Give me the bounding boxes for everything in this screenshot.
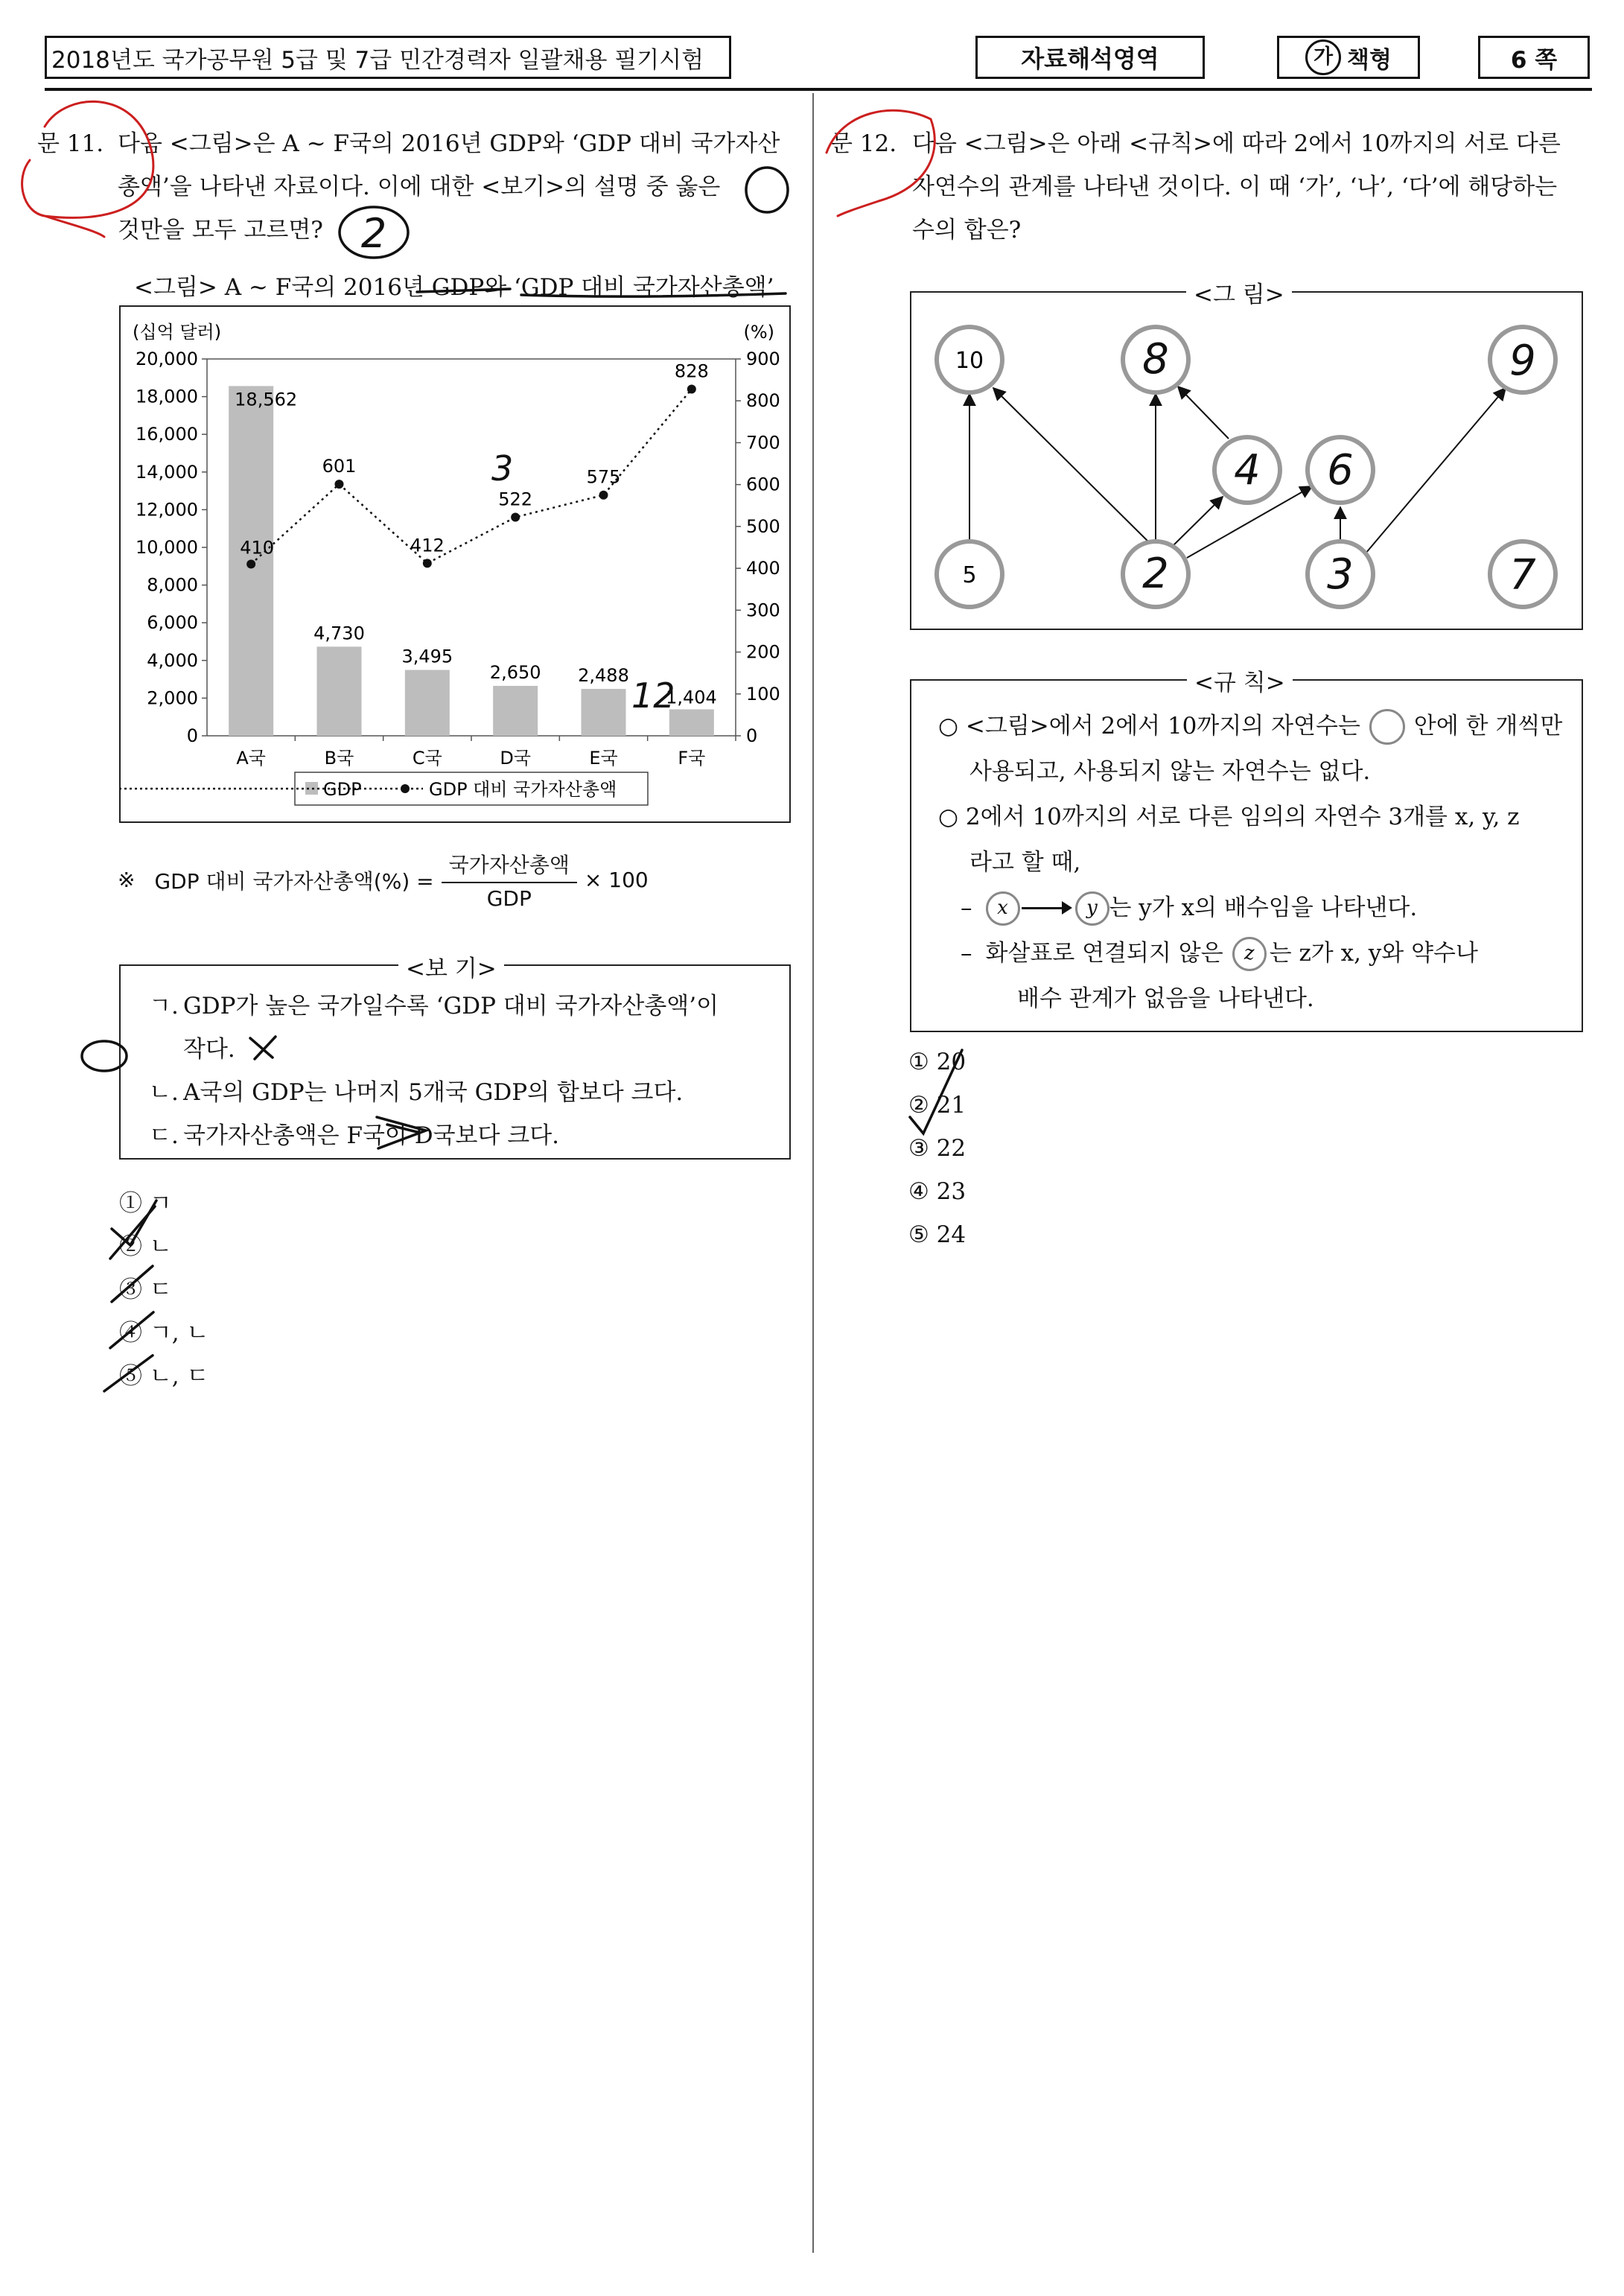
left-tick-label: 20,000	[136, 349, 198, 369]
q12-graph	[910, 291, 1583, 630]
bogi-2-mark: ㄴ.	[149, 1079, 179, 1106]
exam-title-box	[45, 36, 731, 79]
gdp-bar-label: 2,488	[578, 665, 629, 687]
bogi-1-mark: ㄱ.	[149, 993, 179, 1020]
node-10-label: 10	[955, 348, 984, 374]
handwritten-answer: 2	[360, 210, 387, 257]
sub2-dash: –	[961, 940, 972, 967]
ratio-point	[246, 559, 255, 568]
sub1-arrow	[1022, 907, 1069, 909]
sub2-text: 는 z가 x, y와 약수나	[1269, 940, 1478, 967]
q12-figure-title: <그 림>	[1186, 276, 1292, 309]
left-tick-label: 6,000	[147, 612, 198, 634]
left-axis-unit: (십억 달러)	[133, 322, 222, 343]
formula-multiplier: × 100	[584, 868, 649, 892]
left-tick-label: 0	[186, 725, 198, 746]
right-tick-label: 900	[746, 349, 780, 369]
ratio-point	[423, 559, 432, 567]
x-tick-label: E국	[589, 748, 618, 769]
left-tick-label: 14,000	[136, 461, 198, 483]
ratio-point	[599, 491, 608, 500]
handwritten-9: 9	[1509, 337, 1536, 385]
gdp-bar-label: 3,495	[401, 646, 453, 667]
rule1-pre: ○ <그림>에서 2에서 10까지의 자연수는	[938, 713, 1360, 740]
formula-lhs: GDP 대비 국가자산총액(%) =	[154, 868, 434, 894]
ratio-point	[687, 384, 696, 393]
formula-denominator: GDP	[486, 886, 532, 911]
left-tick-label: 2,000	[147, 687, 198, 709]
sub2-line2: 배수 관계가 없음을 나타낸다.	[1017, 985, 1314, 1012]
formula-mark: ※	[118, 868, 136, 892]
right-tick-label: 200	[746, 641, 780, 663]
gdp-bar	[493, 686, 538, 736]
q11-number: 문 11.	[37, 130, 104, 157]
x-tick-label: A국	[236, 748, 266, 769]
q12-rules-title: <규 칙>	[1187, 664, 1293, 697]
x-tick-label: C국	[412, 748, 442, 769]
rule1-line2: 사용되고, 사용되지 않는 자연수는 없다.	[969, 758, 1371, 785]
gdp-bar	[669, 709, 714, 736]
header-rule	[45, 88, 1592, 91]
x-tick-label: D국	[500, 748, 532, 769]
node-5-label: 5	[962, 562, 977, 588]
right-tick-label: 100	[746, 683, 780, 705]
booklet-suffix: 책형	[1347, 46, 1392, 74]
edge-n6-n3	[1366, 388, 1506, 553]
handwritten-3: 3	[1327, 550, 1354, 599]
q11-stem-line1: 다음 <그림>은 A ~ F국의 2016년 GDP와 ‘GDP 대비 국가자산	[118, 130, 780, 157]
rule1-post: 안에 한 개씩만	[1413, 713, 1563, 740]
legend-ratio-label: GDP 대비 국가자산총액	[429, 779, 617, 800]
sub1-dash: –	[961, 894, 972, 921]
q12-stem-line1: 다음 <그림>은 아래 <규칙>에 따라 2에서 10까지의 서로 다른	[912, 130, 1561, 157]
q12-option-1[interactable]: ① 20	[908, 1049, 967, 1075]
exam-title: 2018년도 국가공무원 5급 및 7급 민간경력자 일괄채용 필기시험	[51, 46, 704, 74]
edge-n2-n4	[1172, 497, 1223, 547]
bogi-1-text-line2: 작다.	[183, 1036, 235, 1063]
page-number: 6 쪽	[1510, 46, 1558, 74]
q11-option-2[interactable]: ② ㄴ	[119, 1233, 172, 1260]
q12-option-4[interactable]: ④ 23	[908, 1178, 967, 1205]
q11-chart	[119, 305, 791, 823]
gdp-bar	[582, 689, 626, 736]
handwritten-8: 8	[1142, 335, 1169, 384]
right-tick-label: 500	[746, 515, 780, 537]
q11-bogi-title: <보 기>	[398, 950, 504, 983]
q11-formula	[118, 849, 649, 911]
handwritten-4: 4	[1234, 446, 1261, 495]
bogi-1-text: GDP가 높은 국가일수록 ‘GDP 대비 국가자산총액’이	[183, 993, 719, 1020]
rule2-line2: 라고 할 때,	[969, 849, 1081, 876]
gdp-bar	[317, 646, 362, 736]
gdp-bar	[405, 670, 450, 736]
ratio-point-label: 412	[410, 535, 445, 556]
gdp-bar-label: 18,562	[235, 389, 298, 410]
sub1-text: 는 y가 x의 배수임을 나타낸다.	[1109, 894, 1418, 921]
handwritten-6: 6	[1327, 446, 1354, 495]
q12-rules	[938, 704, 1564, 1022]
sub1-x-circle: x	[986, 891, 1020, 926]
q12-option-2[interactable]: ② 21	[908, 1092, 967, 1119]
left-tick-label: 18,000	[136, 386, 198, 407]
x-tick-label: F국	[678, 748, 706, 769]
sub2-z-circle: z	[1232, 937, 1267, 971]
handwritten-note-3: 3	[491, 448, 514, 489]
edge-n4-n1	[1178, 387, 1229, 439]
section-label: 자료해석영역	[1021, 45, 1159, 73]
q12-stem-line3: 수의 합은?	[912, 217, 1022, 244]
page-box	[1478, 36, 1590, 79]
formula-fraction	[442, 849, 577, 911]
right-tick-label: 0	[746, 725, 758, 746]
left-tick-label: 10,000	[136, 537, 198, 558]
q11-stem	[37, 122, 797, 252]
q11-option-3[interactable]: ③ ㄷ	[119, 1276, 172, 1303]
column-divider	[812, 93, 814, 2253]
bogi-3-mark: ㄷ.	[149, 1122, 179, 1149]
right-tick-label: 600	[746, 474, 780, 495]
ratio-point	[511, 513, 520, 522]
ratio-point-label: 410	[240, 537, 275, 559]
handwritten-7: 7	[1509, 551, 1536, 600]
bogi-2-text: A국의 GDP는 나머지 5개국 GDP의 합보다 크다.	[183, 1079, 684, 1106]
ratio-point-label: 828	[674, 360, 709, 382]
formula-numerator: 국가자산총액	[442, 849, 577, 883]
x-tick-label: B국	[324, 748, 354, 769]
rule1-circle	[1369, 709, 1405, 745]
q12-option-5[interactable]: ⑤ 24	[908, 1221, 967, 1248]
gdp-bar-label: 1,404	[666, 687, 717, 708]
q12-number: 문 12.	[830, 130, 897, 157]
rule2-line1: ○ 2에서 10까지의 서로 다른 임의의 자연수 3개를 x, y, z	[938, 804, 1520, 830]
left-tick-label: 12,000	[136, 499, 198, 521]
edge-n2-10	[993, 388, 1160, 553]
q11-option-5[interactable]: ⑤ ㄴ, ㄷ	[119, 1363, 209, 1390]
gdp-bar-label: 4,730	[313, 623, 365, 644]
left-tick-label: 8,000	[147, 574, 198, 596]
q11-option-1[interactable]: ① ㄱ	[119, 1190, 172, 1217]
section-box	[975, 36, 1205, 79]
gdp-bar-label: 2,650	[489, 661, 541, 683]
q12-option-3[interactable]: ③ 22	[908, 1135, 967, 1162]
right-tick-label: 800	[746, 390, 780, 412]
right-tick-label: 300	[746, 600, 780, 621]
sub1-y-circle: y	[1075, 891, 1109, 926]
booklet-box	[1277, 36, 1420, 79]
sub2-pre: 화살표로 연결되지 않은	[985, 940, 1223, 967]
right-tick-label: 400	[746, 558, 780, 579]
q11-option-4[interactable]: ④ ㄱ, ㄴ	[119, 1320, 209, 1346]
chart-frame	[120, 306, 790, 822]
q11-figure-title: <그림> A ~ F국의 2016년 GDP와 ‘GDP 대비 국가자산총액’	[134, 274, 774, 301]
ratio-point	[335, 480, 344, 489]
left-tick-label: 16,000	[136, 424, 198, 445]
handwritten-2: 2	[1142, 550, 1169, 598]
right-tick-label: 700	[746, 432, 780, 454]
booklet-mark: 가	[1305, 39, 1341, 75]
q11-stem-line3: 것만을 모두 고르면?	[118, 217, 323, 244]
ratio-point-label: 601	[322, 456, 357, 477]
q11-bogi-items	[149, 985, 782, 1157]
ratio-point-label: 522	[498, 489, 533, 510]
q11-stem-line2: 총액’을 나타낸 자료이다. 이에 대한 <보기>의 설명 중 옳은	[118, 174, 721, 200]
q12-stem-line2: 자연수의 관계를 나타낸 것이다. 이 때 ‘가’, ‘나’, ‘다’에 해당하는	[912, 174, 1558, 200]
bogi-3-text: 국가자산총액은 F국이 D국보다 크다.	[183, 1122, 560, 1149]
legend-ratio-marker	[401, 784, 410, 793]
q12-stem	[830, 122, 1597, 252]
right-axis-unit: (%)	[743, 322, 774, 343]
left-tick-label: 4,000	[147, 649, 198, 671]
ratio-point-label: 575	[586, 466, 621, 488]
legend-gdp-label: GDP	[323, 779, 362, 800]
handwritten-note-12: 12	[631, 675, 675, 716]
